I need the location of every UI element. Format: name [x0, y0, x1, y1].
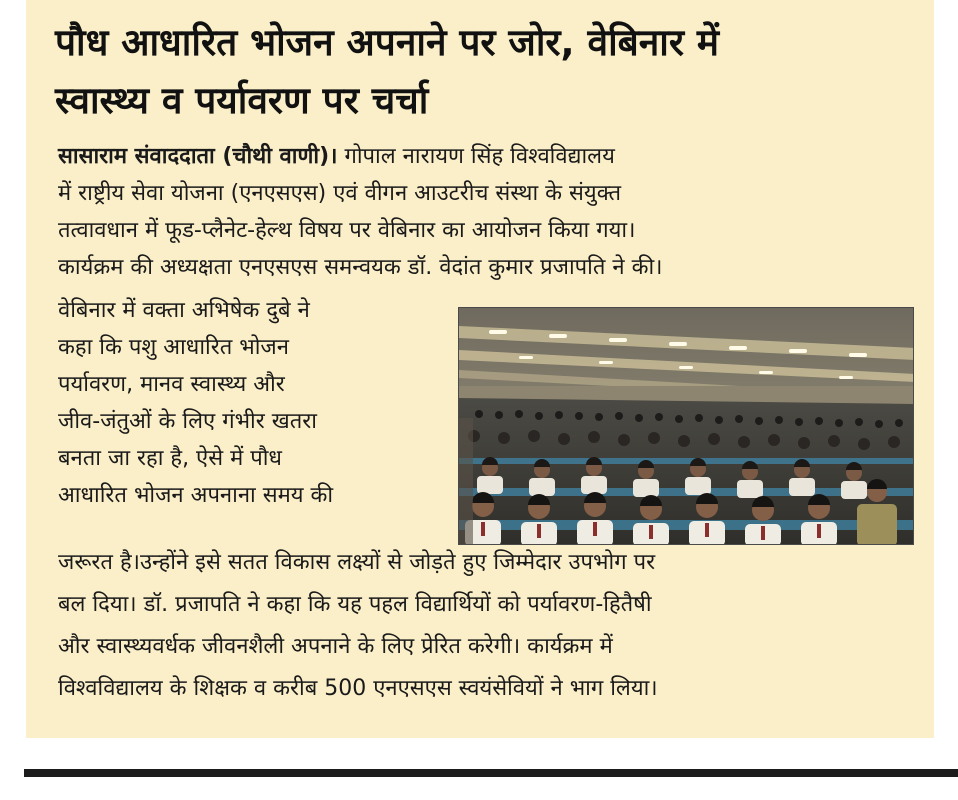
body-line-5: वेबिनार में वक्ता अभिषेक दुबे ने — [58, 298, 310, 323]
body-line-7: पर्यावरण, मानव स्वास्थ्य और — [58, 372, 285, 397]
body-line-2: में राष्ट्रीय सेवा योजना (एनएसएस) एवं वीगन आउटरीच संस्था के संयुक्त — [58, 181, 622, 206]
body-line-11: जरूरत है।उन्होंने इसे सतत विकास लक्ष्यों से जोड़ते हुए जिम्मेदार उपभोग पर — [58, 550, 656, 575]
body-line-14: विश्वविद्यालय के शिक्षक व करीब 500 एनएसएस स्वयंसेवियों ने भाग लिया। — [58, 676, 658, 701]
bottom-divider-rule — [24, 769, 958, 777]
body-line-8: जीव-जंतुओं के लिए गंभीर खतरा — [58, 409, 317, 434]
body-line-10: आधारित भोजन अपनाना समय की — [58, 483, 334, 508]
body-line-12: बल दिया। डॉ. प्रजापति ने कहा कि यह पहल विद्यार्थियों को पर्यावरण-हितैषी — [58, 592, 652, 617]
body-line-13: और स्वास्थ्यवर्धक जीवनशैली अपनाने के लिए प्रेरित करेगी। कार्यक्रम में — [58, 634, 613, 659]
body-line-1 — [58, 138, 615, 175]
body-line-6: कहा कि पशु आधारित भोजन — [58, 335, 289, 360]
body-line-4: कार्यक्रम की अध्यक्षता एनएसएस समन्वयक डॉ. वेदांत कुमार प्रजापति ने की। — [58, 255, 663, 280]
byline: सासाराम संवाददाता (चौथी वाणी)। — [58, 144, 338, 169]
event-photo — [458, 307, 914, 545]
headline-line-1: पौध आधारित भोजन अपनाने पर जोर, वेबिनार में — [55, 21, 720, 64]
body-line-9: बनता जा रहा है, ऐसे में पौध — [58, 446, 282, 471]
auditorium-audience-photo — [459, 308, 914, 545]
headline-line-2: स्वास्थ्य व पर्यावरण पर चर्चा — [55, 79, 429, 122]
body-text: गोपाल नारायण सिंह विश्वविद्यालय — [337, 144, 615, 169]
body-line-3: तत्वावधान में फूड-प्लैनेट-हेल्थ विषय पर वेबिनार का आयोजन किया गया। — [58, 218, 636, 243]
